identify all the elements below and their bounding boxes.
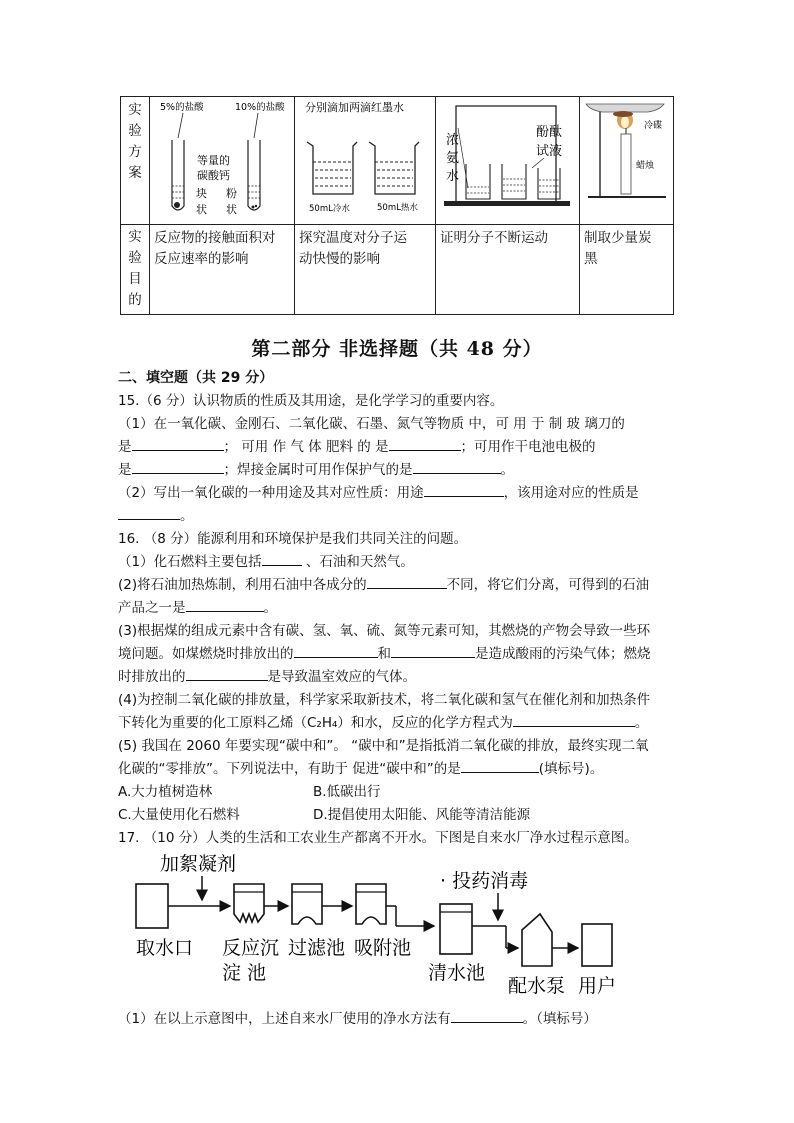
filter-tank xyxy=(292,884,322,924)
q16-line3: 产品之一是 。 xyxy=(118,597,277,619)
row-header-scheme: 实 验 方 案 xyxy=(128,102,142,181)
q16-head: 16. （8 分）能源利用和环境保护是我们共同关注的问题。 xyxy=(118,531,468,547)
exp1-label-left: 5%的盐酸 xyxy=(160,102,204,113)
q15-blank-4[interactable] xyxy=(413,459,501,474)
water-treatment-diagram xyxy=(126,848,646,1008)
exp4-figure xyxy=(580,98,674,223)
exp3-figure xyxy=(436,98,578,223)
q16-blank-1[interactable] xyxy=(262,551,302,566)
section-heading: 二、填空题（共 29 分） xyxy=(118,370,274,386)
user-box xyxy=(582,924,612,966)
label-clear: 清水池 xyxy=(428,962,486,984)
q16-blank-8[interactable] xyxy=(461,758,539,773)
svg-text:碳酸钙: 碳酸钙 xyxy=(197,169,230,182)
q15-line5: 。 xyxy=(118,505,194,527)
q16-line6: 时排放出的 是导致温室效应的气体。 xyxy=(118,666,416,688)
label-reaction-1: 反应沉 xyxy=(222,937,280,959)
svg-text:粉: 粉 xyxy=(226,187,237,200)
q16-line7: (4)为控制二氧化碳的排放量，科学家采取新技术，将二氧化碳和氢气在催化剂和加热条件 xyxy=(118,692,651,708)
q16-blank-3[interactable] xyxy=(186,597,264,612)
q16-blank-2[interactable] xyxy=(367,574,447,589)
svg-text:试液: 试液 xyxy=(536,144,563,159)
label-pump: 配水泵 xyxy=(508,975,566,997)
q15-head: 15.（6 分）认识物质的性质及其用途，是化学学习的重要内容。 xyxy=(118,393,504,409)
q16-option-c: C.大量使用化石燃料 xyxy=(118,807,240,823)
row-header-purpose: 实 验 目 的 xyxy=(128,229,142,308)
exp1-label-right: 10%的盐酸 xyxy=(235,102,285,113)
svg-text:等量的: 等量的 xyxy=(197,154,230,167)
q15-line3: 是 ；焊接金属时可用作保护气的是 。 xyxy=(118,459,514,481)
part-title: 第二部分 非选择题（共 48 分） xyxy=(251,338,543,360)
q15-blank-5[interactable] xyxy=(424,482,504,497)
svg-text:氨: 氨 xyxy=(446,151,460,166)
purpose-3: 证明分子不断运动 xyxy=(440,230,548,246)
q16-blank-4[interactable] xyxy=(294,643,378,658)
q16-line9: (5) 我国在 2060 年要实现“碳中和”。 “碳中和”是指抵消二氧化碳的排放，最终实现二氧 xyxy=(118,738,649,754)
q16-line5: 境问题。如煤燃烧时排放出的 和 是造成酸雨的污染气体；燃烧 xyxy=(118,643,651,665)
purpose-1: 反应物的接触面积对 反应速率的影响 xyxy=(154,230,276,267)
q16-line1: （1）化石燃料主要包括 、石油和天然气。 xyxy=(118,551,414,573)
q17-blank-1[interactable] xyxy=(451,1008,523,1023)
q15-blank-2[interactable] xyxy=(389,436,461,451)
experiment-table xyxy=(120,96,674,315)
q16-option-d: D.提倡使用太阳能、风能等清洁能源 xyxy=(313,807,531,823)
label-user: 用户 xyxy=(578,975,617,997)
label-filter: 过滤池 xyxy=(288,937,346,959)
label-intake: 取水口 xyxy=(136,937,194,959)
svg-text:酚酞: 酚酞 xyxy=(536,125,563,140)
q16-option-a: A.大力植树造林 xyxy=(118,784,213,800)
exp4-cold-label: 冷碟 xyxy=(644,121,663,131)
q15-blank-6[interactable] xyxy=(118,505,180,520)
adsorb-tank xyxy=(356,884,386,924)
svg-text:块: 块 xyxy=(196,187,207,200)
diagram-disinfect: · 投药消毒 xyxy=(440,870,529,892)
label-reaction-2: 淀 池 xyxy=(222,962,267,984)
pump-box xyxy=(522,914,552,966)
reaction-tank xyxy=(234,884,264,922)
q16-line10: 化碳的“零排放”。下列说法中，有助于 促进“碳中和”的是 (填标号)。 xyxy=(118,758,603,780)
q16-option-b: B.低碳出行 xyxy=(313,784,381,800)
q17-head: 17. （10 分）人类的生活和工农业生产都离不开水。下图是自来水厂净水过程示意图。 xyxy=(118,830,638,846)
exp1-figure xyxy=(150,98,293,223)
q16-line4: (3)根据煤的组成元素中含有碳、氢、氧、硫、氮等元素可知，其燃烧的产物会导致一些环 xyxy=(118,623,651,639)
svg-text:水: 水 xyxy=(446,169,460,184)
q17-part1: （1）在以上示意图中，上述自来水厂使用的净水方法有 。（填标号） xyxy=(118,1008,597,1030)
q15-line4: （2）写出一氧化碳的一种用途及其对应性质：用途 ，该用途对应的性质是 xyxy=(118,482,639,504)
purpose-4: 制取少量炭 黑 xyxy=(584,230,652,267)
q15-blank-1[interactable] xyxy=(132,436,224,451)
q16-line8: 下转化为重要的化工原料乙烯（C₂H₄）和水，反应的化学方程式为 。 xyxy=(118,712,648,734)
exp2-caption: 分别滴加两滴红墨水 xyxy=(305,101,404,114)
q16-blank-7[interactable] xyxy=(513,712,635,727)
q15-line2: 是 ； 可用 作 气 体 肥料 的 是 ；可用作干电池电极的 xyxy=(118,436,596,458)
exp4-candle-label: 蜡烛 xyxy=(636,161,655,171)
exp2-figure xyxy=(295,98,435,223)
q16-blank-6[interactable] xyxy=(186,666,268,681)
svg-text:状: 状 xyxy=(226,203,237,216)
exp2-left-beaker-label: 50mL冷水 xyxy=(309,204,350,214)
diagram-add-coagulant: 加絮凝剂 xyxy=(160,853,237,875)
svg-text:状: 状 xyxy=(196,203,207,216)
q16-blank-5[interactable] xyxy=(391,643,475,658)
q16-line2: (2)将石油加热炼制，利用石油中各成分的 不同，将它们分离，可得到的石油 xyxy=(118,574,649,596)
intake-box xyxy=(136,884,168,928)
label-adsorb: 吸附池 xyxy=(354,937,412,959)
purpose-2: 探究温度对分子运 动快慢的影响 xyxy=(299,230,407,267)
q15-line1: （1）在一氧化碳、金刚石、二氧化碳、石墨、氮气等物质 中，可 用 于 制 玻 璃刀的 xyxy=(118,416,625,432)
q15-blank-3[interactable] xyxy=(132,459,224,474)
exp2-right-beaker-label: 50mL热水 xyxy=(377,203,418,213)
svg-text:浓: 浓 xyxy=(446,133,460,148)
